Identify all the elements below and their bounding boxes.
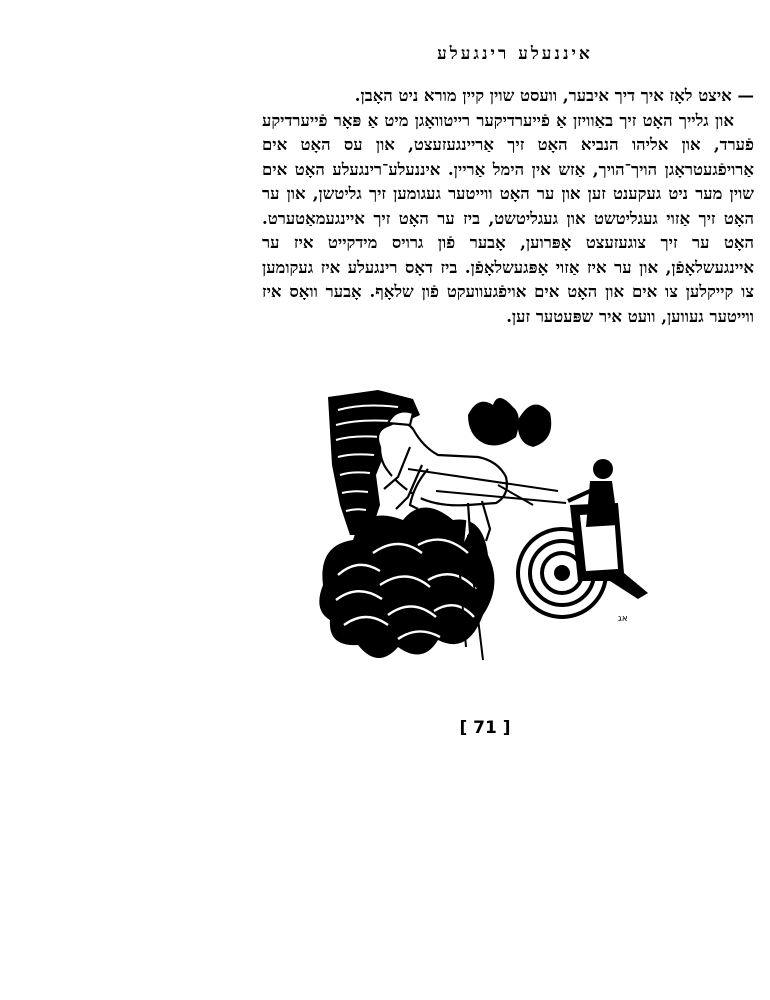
page-number: [ 71 ] [459, 718, 511, 738]
chariot-horses-woodcut-icon [318, 385, 658, 665]
paragraph-2: און גלייך האָט זיך באַוויזן אַ פֿייערדיקער רייטוואָגן מיט אַ פּאָר פֿייערדיקע פֿערד, און אליהו הנביא האָט זיך אַריינגעזעצט, און עס האָט אים אַרויפֿגעטראָגן הויך־הויך, אַזש אין הימל אַריין. איננעלע־רינגעלע האָט אים שוין מער ניט געקענט זען און ער האָט ווייטער געגומען זיך גליטשן, און ער האָט זיך אַזוי געגליטשט און געגליטשט, ביז ער האָט זיך איינגעמאַטערט. האָט ער זיך צוגעזעצט אָפּרוען, אָבער פֿון גרויס מידקייט איז ער איינגעשלאָפֿן, און ער איז אַזוי אָפּגעשלאָפֿן. ביז דאָס רינגעלע איז געקומען צו קייקלען צו אים און האָט אים אויפֿגעוועקט פֿון שלאָף. אָבער וואָס איז ווייטער געווען, וועט איר שפּעטער זען. [262, 110, 754, 326]
running-head: איננעלע רינגעלע [437, 44, 593, 64]
body-text [262, 84, 754, 329]
artist-monogram: אג [618, 614, 628, 624]
paragraph-1: — איצט לאָז איך דיך איבער, וועסט שוין קיין מורא ניט האָבן. [354, 86, 754, 105]
